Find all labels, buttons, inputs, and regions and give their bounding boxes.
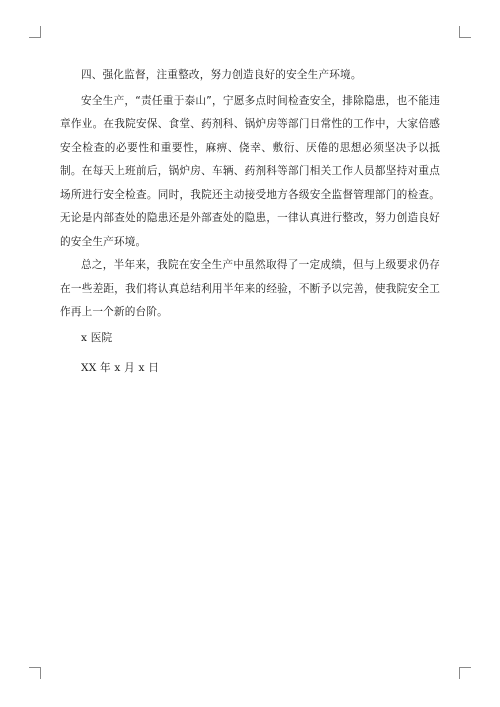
- body-paragraph: 安全生产，“责任重于泰山”，宁愿多点时间检查安全，排除隐患，也不能违章作业。在我院安保、食堂、药剂科、锅炉房等部门日常性的工作中，大家倍感安全检查的必要性和重要性，麻痹、侥幸、敷衍、厌倦的思想必须坚决予以抵制。在每天上班前后，锅炉房、车辆、药剂科等部门相关工作人员都坚持对重点场所进行安全检查。同时，我院还主动接受地方各级安全监督管理部门的检查。无论是内部查处的隐患还是外部查处的隐患，一律认真进行整改，努力创造良好的安全生产环境。: [60, 94, 440, 248]
- signature-date: XX 年 x 月 x 日: [81, 362, 160, 374]
- crop-mark-bottom-right: [459, 667, 471, 679]
- signature-hospital: x 医院: [81, 331, 113, 344]
- summary-paragraph: 总之，半年来，我院在安全生产中虽然取得了一定成绩，但与上级要求仍存在一些差距，我们将认真总结利用半年来的经验，不断予以完善，使我院安全工作再上一个新的台阶。: [60, 259, 440, 318]
- crop-mark-top-left: [29, 26, 41, 38]
- crop-mark-top-right: [459, 26, 471, 38]
- document-body: [60, 64, 440, 381]
- crop-mark-bottom-left: [29, 667, 41, 679]
- section-heading: 四、强化监督，注重整改，努力创造良好的安全生产环境。: [81, 69, 362, 81]
